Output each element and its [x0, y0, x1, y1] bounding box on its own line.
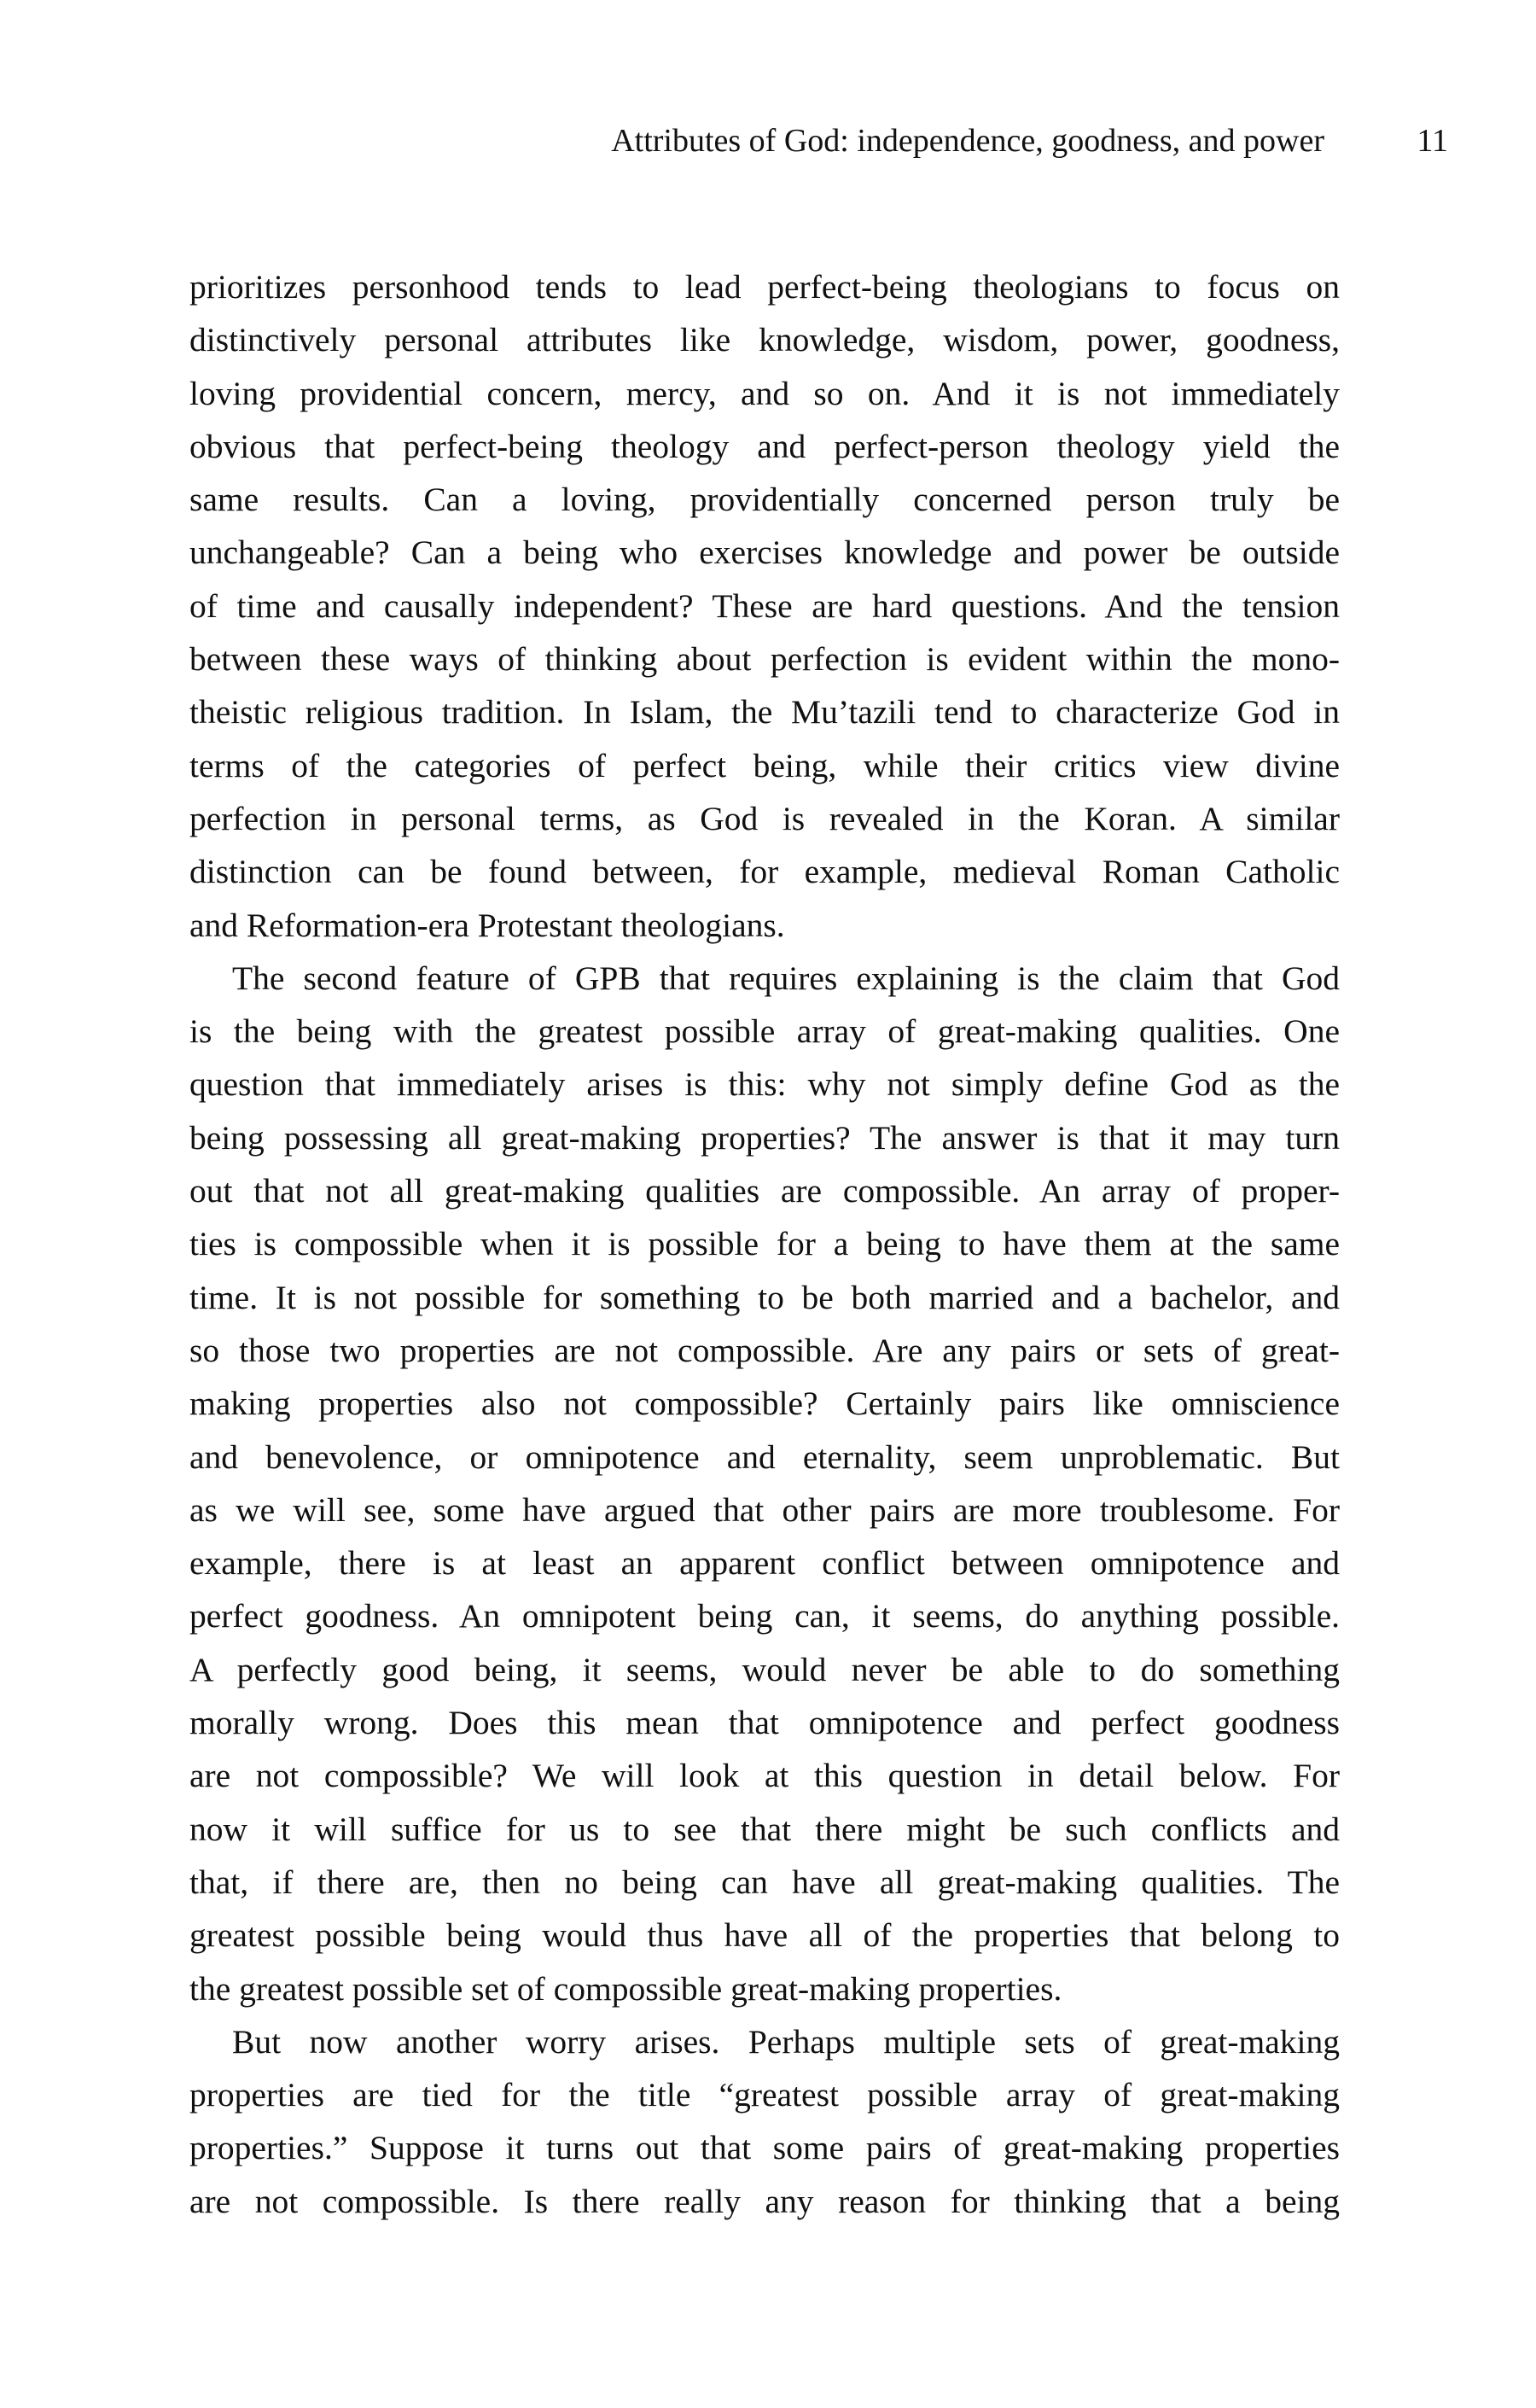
text-line: between these ways of thinking about perfection is evident within the mono- — [189, 640, 1340, 679]
running-title: Attributes of God: independence, goodness, and power — [611, 123, 1324, 159]
text-line: The second feature of GPB that requires explaining is the claim that God — [232, 959, 1340, 997]
text-line: and benevolence, or omnipotence and eternality, seem unproblematic. But — [189, 1437, 1340, 1476]
text-line: so those two properties are not compossible. Are any pairs or sets of great- — [189, 1331, 1340, 1369]
text-line: now it will suffice for us to see that there might be such conflicts and — [189, 1810, 1340, 1848]
text-line: But now another worry arises. Perhaps multiple sets of great-making — [232, 2022, 1340, 2061]
text-line: are not compossible? We will look at this question in detail below. For — [189, 1757, 1340, 1795]
text-line: perfection in personal terms, as God is revealed in the Koran. A similar — [189, 799, 1340, 837]
text-line: same results. Can a loving, providentially concerned person truly be — [189, 481, 1340, 519]
text-line: properties are tied for the title “greatest possible array of great-making — [189, 2076, 1340, 2114]
text-line: question that immediately arises is this: why not simply define God as the — [189, 1065, 1340, 1104]
text-line: and Reformation-era Protestant theologians. — [189, 906, 785, 944]
text-line: that, if there are, then no being can have all great-making qualities. The — [189, 1863, 1340, 1901]
text-line: making properties also not compossible? Certainly pairs like omniscience — [189, 1385, 1340, 1423]
text-line: distinctively personal attributes like knowledge, wisdom, power, goodness, — [189, 321, 1340, 359]
text-line: prioritizes personhood tends to lead perfect-being theologians to focus on — [189, 268, 1340, 306]
text-line: the greatest possible set of compossible great-making properties. — [189, 1969, 1062, 2008]
text-line: of time and causally independent? These are hard questions. And the tension — [189, 586, 1340, 625]
text-line: obvious that perfect-being theology and perfect-person theology yield the — [189, 427, 1340, 465]
text-line: theistic religious tradition. In Islam, the Mu’tazili tend to characterize God in — [189, 693, 1340, 732]
page-number: 11 — [1417, 123, 1448, 159]
text-line: ties is compossible when it is possible for a being to have them at the same — [189, 1225, 1340, 1263]
text-line: out that not all great-making qualities are compossible. An array of proper- — [189, 1172, 1340, 1210]
text-line: A perfectly good being, it seems, would never be able to do something — [189, 1650, 1340, 1688]
body-text — [189, 260, 1340, 2228]
text-line: greatest possible being would thus have all of the properties that belong to — [189, 1916, 1340, 1955]
paragraph-3 — [189, 2015, 1340, 2228]
text-line: being possessing all great-making properties? The answer is that it may turn — [189, 1118, 1340, 1157]
text-line: properties.” Suppose it turns out that some pairs of great-making properties — [189, 2129, 1340, 2167]
text-line: perfect goodness. An omnipotent being can, it seems, do anything possible. — [189, 1597, 1340, 1635]
text-line: is the being with the greatest possible array of great-making qualities. One — [189, 1012, 1340, 1051]
text-line: terms of the categories of perfect being, while their critics view divine — [189, 746, 1340, 784]
running-head — [189, 115, 1448, 166]
text-line: distinction can be found between, for example, medieval Roman Catholic — [189, 853, 1340, 891]
paragraph-1 — [189, 260, 1340, 952]
text-line: loving providential concern, mercy, and so on. And it is not immediately — [189, 374, 1340, 412]
text-line: as we will see, some have argued that other pairs are more troublesome. For — [189, 1490, 1340, 1529]
text-line: unchangeable? Can a being who exercises knowledge and power be outside — [189, 533, 1340, 572]
paragraph-2 — [189, 952, 1340, 2015]
text-line: are not compossible. Is there really any reason for thinking that a being — [189, 2182, 1340, 2220]
text-line: time. It is not possible for something to be both married and a bachelor, and — [189, 1278, 1340, 1316]
text-line: morally wrong. Does this mean that omnipotence and perfect goodness — [189, 1704, 1340, 1742]
text-line: example, there is at least an apparent conflict between omnipotence and — [189, 1544, 1340, 1583]
